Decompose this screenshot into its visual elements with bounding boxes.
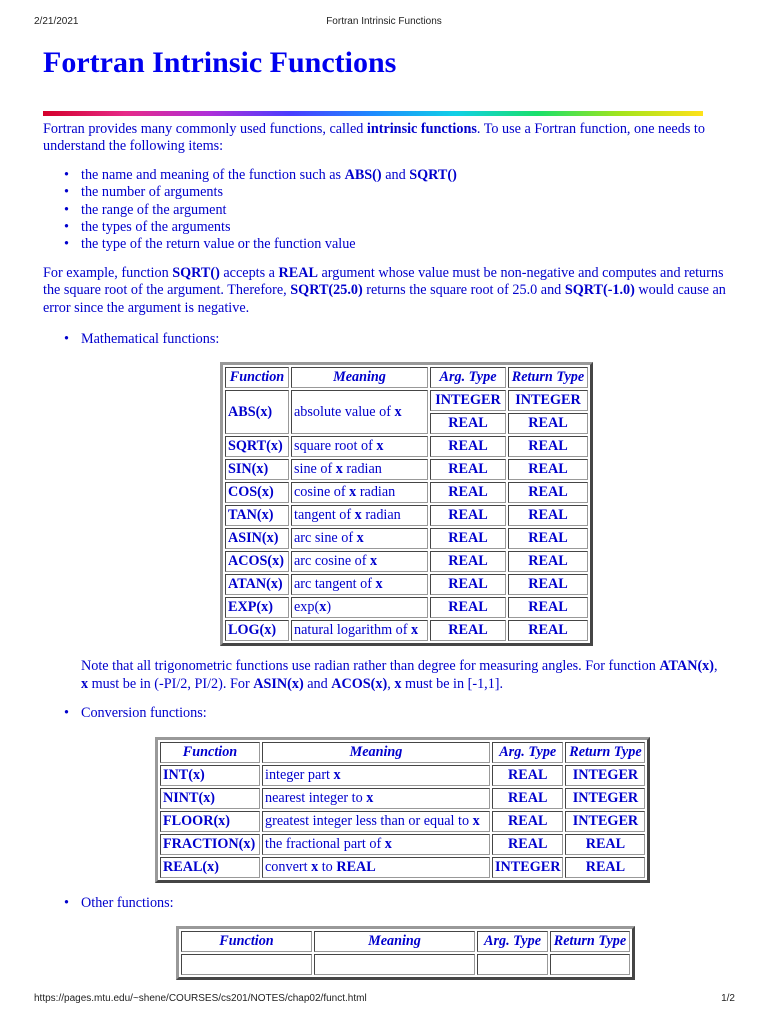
math-section (43, 331, 728, 348)
example-code: REAL (278, 264, 318, 281)
function-name: COS(x) (225, 482, 289, 503)
arg-type: REAL (430, 528, 506, 549)
meaning-var: x (394, 403, 402, 420)
rainbow-divider (43, 111, 703, 116)
function-name: LOG(x) (225, 620, 289, 641)
example-code: SQRT() (172, 264, 220, 281)
print-date: 2/21/2021 (34, 16, 79, 27)
return-type: REAL (508, 551, 588, 572)
return-type: INTEGER (565, 788, 645, 809)
arg-type: REAL (492, 834, 563, 855)
table-row (225, 620, 588, 641)
function-meaning (291, 505, 428, 526)
return-type: INTEGER (565, 811, 645, 832)
table-cell (314, 954, 475, 975)
arg-type: REAL (492, 788, 563, 809)
return-type: INTEGER (565, 765, 645, 786)
note-code: x (394, 675, 402, 692)
meaning-var: x (335, 461, 343, 478)
intro-paragraph (43, 121, 728, 156)
meaning-text: to (318, 858, 337, 875)
return-type: REAL (565, 834, 645, 855)
conversion-functions-table (155, 737, 650, 883)
page-url-link[interactable]: https://pages.mtu.edu/~shene/COURSES/cs201/NOTES/chap02/funct.html (34, 993, 367, 1004)
note-text: and (303, 675, 332, 692)
return-type: REAL (508, 459, 588, 480)
other-section (43, 895, 728, 912)
column-header-return-type: Return Type (508, 367, 588, 388)
meaning-text: radian (342, 461, 382, 478)
items-list (43, 167, 728, 254)
column-header-function: Function (160, 742, 260, 763)
function-name: FLOOR(x) (160, 811, 260, 832)
function-name: FRACTION(x) (160, 834, 260, 855)
meaning-var: x (333, 766, 341, 783)
return-type: REAL (565, 857, 645, 878)
table-row (225, 436, 588, 457)
math-section-label: • Mathematical functions: (43, 331, 728, 348)
function-name: NINT(x) (160, 788, 260, 809)
meaning-text: absolute value of (294, 403, 395, 420)
arg-type: REAL (430, 459, 506, 480)
trig-note-paragraph (81, 658, 728, 693)
note-text: , (387, 675, 395, 692)
column-header-arg-type: Arg. Type (477, 931, 548, 952)
meaning-var: x (356, 530, 364, 547)
print-header (0, 16, 768, 30)
conversion-section (43, 705, 728, 722)
function-name: ABS(x) (225, 390, 289, 434)
intro-bold-term: intrinsic functions (366, 121, 477, 137)
item-code: ABS() (344, 166, 382, 183)
column-header-return-type: Return Type (565, 742, 645, 763)
item-text: and (381, 166, 410, 183)
note-text: , (714, 658, 718, 675)
table-row (160, 765, 645, 786)
example-code: SQRT(-1.0) (564, 282, 635, 299)
meaning-var: x (375, 576, 383, 593)
example-text: returns the square root of 25.0 and (362, 282, 565, 299)
table-cell (477, 954, 548, 975)
meaning-text: greatest integer less than or equal to (265, 812, 473, 829)
table-row (160, 811, 645, 832)
function-meaning (262, 788, 490, 809)
note-code: ASIN(x) (253, 675, 304, 692)
arg-type: REAL (492, 811, 563, 832)
function-name: SIN(x) (225, 459, 289, 480)
table-row (225, 390, 588, 411)
column-header-function: Function (181, 931, 312, 952)
meaning-text: arc sine of (294, 530, 357, 547)
meaning-text: exp( (294, 599, 320, 616)
table-row (225, 574, 588, 595)
conversion-section-label: • Conversion functions: (43, 705, 728, 722)
intro-text: Fortran provides many commonly used functions, called (43, 121, 367, 137)
function-name: ASIN(x) (225, 528, 289, 549)
meaning-var: x (384, 835, 392, 852)
function-meaning (291, 436, 428, 457)
table-row (225, 459, 588, 480)
column-header-meaning: Meaning (291, 367, 428, 388)
note-code: x (81, 675, 89, 692)
function-name: EXP(x) (225, 597, 289, 618)
function-meaning (291, 390, 428, 434)
return-type: REAL (508, 528, 588, 549)
meaning-text: nearest integer to (265, 789, 367, 806)
function-name: SQRT(x) (225, 436, 289, 457)
example-text: would cause an error since the argument is negative. (43, 282, 726, 316)
function-meaning (291, 551, 428, 572)
meaning-text: square root of (294, 438, 377, 455)
item-code: SQRT() (409, 166, 457, 183)
example-text: accepts a (219, 264, 279, 281)
meaning-text: ) (326, 599, 332, 616)
arg-type: REAL (430, 551, 506, 572)
meaning-var: x (370, 553, 378, 570)
return-type: REAL (508, 413, 588, 434)
function-name: TAN(x) (225, 505, 289, 526)
function-name: INT(x) (160, 765, 260, 786)
meaning-var: x (376, 438, 384, 455)
meaning-var: x (311, 858, 319, 875)
function-name: REAL(x) (160, 857, 260, 878)
meaning-var: x (319, 599, 327, 616)
math-functions-table (220, 362, 593, 646)
example-code: SQRT(25.0) (290, 282, 363, 299)
table-row (225, 551, 588, 572)
list-item: • the types of the arguments (43, 219, 728, 236)
function-meaning (291, 528, 428, 549)
function-meaning (291, 597, 428, 618)
table-header-row (181, 931, 630, 952)
column-header-meaning: Meaning (314, 931, 475, 952)
arg-type: REAL (430, 597, 506, 618)
table-cell (181, 954, 312, 975)
meaning-var: x (411, 622, 419, 639)
arg-type: REAL (492, 765, 563, 786)
meaning-text: tangent of (294, 507, 355, 524)
example-paragraph (43, 265, 728, 317)
arg-type: INTEGER (492, 857, 563, 878)
meaning-text: natural logarithm of (294, 622, 412, 639)
print-footer (0, 993, 768, 1007)
arg-type: REAL (430, 620, 506, 641)
table-row (181, 954, 630, 975)
example-text: argument whose value must be non-negative and computes and returns the square root of the argument. Therefore, (43, 264, 724, 299)
return-type: REAL (508, 505, 588, 526)
table-row (160, 834, 645, 855)
page-number: 1/2 (721, 993, 735, 1004)
meaning-text: integer part (265, 766, 334, 783)
arg-type: REAL (430, 436, 506, 457)
table-row (225, 482, 588, 503)
table-header-row (225, 367, 588, 388)
arg-type: REAL (430, 505, 506, 526)
intro-text-end: . To use a Fortran function, one needs to understand the following items: (43, 121, 705, 155)
column-header-arg-type: Arg. Type (430, 367, 506, 388)
function-meaning (262, 834, 490, 855)
meaning-text: arc cosine of (294, 553, 371, 570)
other-functions-table (176, 926, 635, 980)
return-type: INTEGER (508, 390, 588, 411)
table-header-row (160, 742, 645, 763)
note-code: ACOS(x) (331, 675, 388, 692)
note-text: must be in [-1,1]. (401, 675, 504, 692)
arg-type: INTEGER (430, 390, 506, 411)
meaning-text: convert (265, 858, 312, 875)
meaning-var: x (366, 789, 374, 806)
function-meaning (262, 811, 490, 832)
document-content (43, 44, 728, 990)
meaning-var: x (354, 507, 362, 524)
return-type: REAL (508, 482, 588, 503)
return-type: REAL (508, 620, 588, 641)
meaning-var: x (349, 484, 357, 501)
meaning-text: cosine of (294, 484, 350, 501)
function-meaning (291, 620, 428, 641)
meaning-var: x (472, 812, 480, 829)
meaning-text: arc tangent of (294, 576, 376, 593)
function-name: ACOS(x) (225, 551, 289, 572)
table-row (225, 528, 588, 549)
function-meaning (262, 857, 490, 878)
list-item: • the number of arguments (43, 184, 728, 201)
return-type: REAL (508, 436, 588, 457)
function-name: ATAN(x) (225, 574, 289, 595)
column-header-function: Function (225, 367, 289, 388)
table-row (160, 788, 645, 809)
meaning-var: REAL (336, 858, 376, 875)
meaning-text: radian (356, 484, 396, 501)
meaning-text: sine of (294, 461, 336, 478)
table-row (225, 597, 588, 618)
meaning-text: radian (361, 507, 401, 524)
arg-type: REAL (430, 413, 506, 434)
arg-type: REAL (430, 574, 506, 595)
arg-type: REAL (430, 482, 506, 503)
function-meaning (291, 459, 428, 480)
column-header-arg-type: Arg. Type (492, 742, 563, 763)
table-row (160, 857, 645, 878)
meaning-text: the fractional part of (265, 835, 385, 852)
table-row (225, 505, 588, 526)
list-item: • the type of the return value or the function value (43, 236, 728, 253)
return-type: REAL (508, 597, 588, 618)
list-item: • the range of the argument (43, 202, 728, 219)
list-item (43, 167, 728, 184)
example-text: For example, function (43, 264, 173, 281)
column-header-return-type: Return Type (550, 931, 630, 952)
function-meaning (291, 482, 428, 503)
note-text: Note that all trigonometric functions use radian rather than degree for measuring angles. For function (81, 658, 660, 675)
page-title: Fortran Intrinsic Functions (43, 46, 397, 79)
return-type: REAL (508, 574, 588, 595)
table-cell (550, 954, 630, 975)
note-text: must be in (-PI/2, PI/2). For (88, 675, 254, 692)
other-section-label: • Other functions: (43, 895, 728, 912)
note-code: ATAN(x) (659, 658, 714, 675)
print-page-title: Fortran Intrinsic Functions (326, 16, 442, 27)
item-text: the name and meaning of the function such as (81, 166, 345, 183)
function-meaning (291, 574, 428, 595)
column-header-meaning: Meaning (262, 742, 490, 763)
function-meaning (262, 765, 490, 786)
